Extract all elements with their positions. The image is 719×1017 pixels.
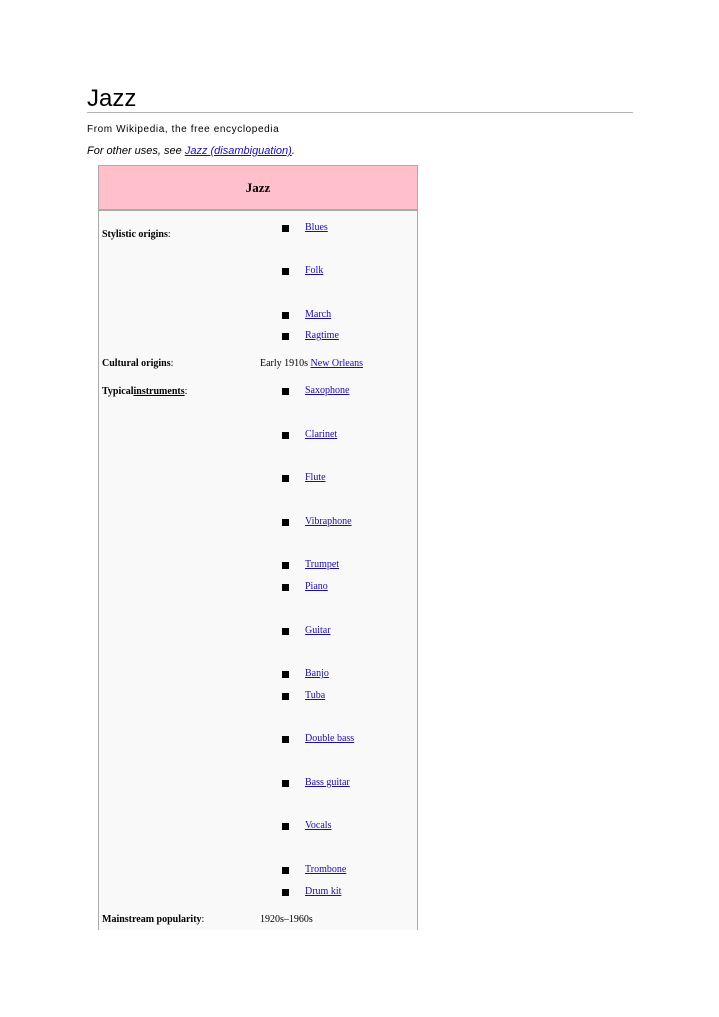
instrument-link[interactable]: Guitar [305, 625, 331, 636]
instrument-link[interactable]: Vocals [305, 820, 332, 831]
instrument-link[interactable]: Clarinet [305, 429, 338, 440]
disambiguation-link[interactable]: Jazz (disambiguation) [184, 145, 292, 157]
stylistic-origin-link[interactable]: Ragtime [305, 330, 339, 341]
square-bullet-icon [282, 225, 289, 232]
instrument-link[interactable]: Piano [305, 581, 328, 592]
instrument-link[interactable]: Trombone [305, 864, 347, 875]
typical-instruments-label [102, 386, 187, 397]
square-bullet-icon [282, 312, 289, 319]
label-colon: : [201, 914, 205, 925]
square-bullet-icon [282, 693, 289, 700]
stylistic-origins-label [102, 229, 171, 240]
stylistic-origin-link[interactable]: Blues [305, 222, 328, 233]
square-bullet-icon [282, 780, 289, 787]
infobox [98, 165, 418, 930]
hatnote-prefix: For other uses, see [87, 145, 185, 157]
label-colon: : [184, 386, 188, 397]
infobox-header: Jazz [99, 166, 417, 211]
site-tagline: From Wikipedia, the free encyclopedia [87, 124, 280, 135]
instrument-link[interactable]: Vibraphone [305, 516, 352, 527]
instrument-link[interactable]: Flute [305, 472, 326, 483]
square-bullet-icon [282, 432, 289, 439]
label-colon: : [167, 229, 171, 240]
new-orleans-link[interactable]: New Orleans [310, 358, 364, 369]
instrument-link[interactable]: Drum kit [305, 886, 342, 897]
stylistic-origin-link[interactable]: March [305, 309, 332, 320]
instrument-link[interactable]: Tuba [305, 690, 326, 701]
title-divider [87, 112, 633, 113]
square-bullet-icon [282, 736, 289, 743]
mainstream-popularity-label-text: Mainstream popularity [102, 914, 202, 925]
hatnote-suffix: . [291, 145, 295, 157]
mainstream-popularity-value: 1920s–1960s [260, 914, 313, 925]
square-bullet-icon [282, 671, 289, 678]
square-bullet-icon [282, 388, 289, 395]
cultural-origins-label-text: Cultural origins [102, 358, 171, 369]
instrument-link[interactable]: Saxophone [305, 385, 350, 396]
instrument-link[interactable]: Double bass [305, 733, 355, 744]
square-bullet-icon [282, 519, 289, 526]
instruments-link[interactable]: instruments [133, 386, 185, 397]
square-bullet-icon [282, 562, 289, 569]
cultural-origins-label [102, 358, 173, 369]
instrument-link[interactable]: Trumpet [305, 559, 340, 570]
page-title: Jazz [87, 85, 137, 112]
square-bullet-icon [282, 584, 289, 591]
stylistic-origins-label-text: Stylistic origins [102, 229, 168, 240]
cultural-origins-date: Early 1910s [260, 358, 311, 369]
square-bullet-icon [282, 823, 289, 830]
square-bullet-icon [282, 268, 289, 275]
cultural-origins-value [260, 358, 363, 369]
label-colon: : [170, 358, 174, 369]
instrument-link[interactable]: Bass guitar [305, 777, 350, 788]
mainstream-popularity-label [102, 914, 204, 925]
square-bullet-icon [282, 333, 289, 340]
stylistic-origin-link[interactable]: Folk [305, 265, 324, 276]
hatnote [87, 145, 295, 157]
square-bullet-icon [282, 889, 289, 896]
typical-instruments-label-prefix: Typical [102, 386, 134, 397]
square-bullet-icon [282, 475, 289, 482]
instrument-link[interactable]: Banjo [305, 668, 329, 679]
square-bullet-icon [282, 628, 289, 635]
square-bullet-icon [282, 867, 289, 874]
